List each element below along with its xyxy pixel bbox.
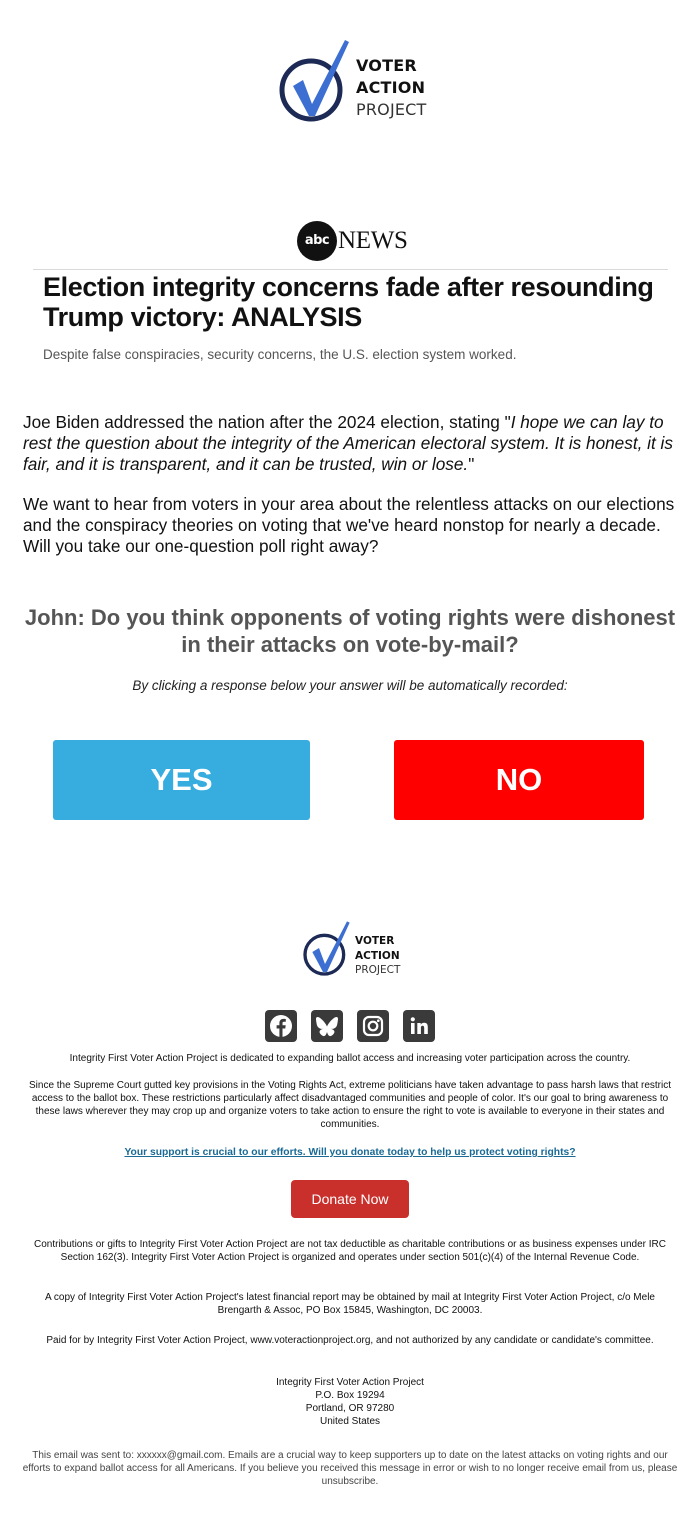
footer-mission: Integrity First Voter Action Project is dedicated to expanding ballot access and increasing voter participation across the country. xyxy=(69,1053,631,1064)
footer-logo-word-3: PROJECT xyxy=(355,964,401,976)
donate-link[interactable]: Your support is crucial to our efforts. Will you donate today to help us protect voting rights? xyxy=(124,1147,576,1158)
article-divider xyxy=(33,269,668,270)
logo-word-1: VOTER xyxy=(356,56,417,75)
article-subhead: Despite false conspiracies, security concerns, the U.S. election system worked. xyxy=(43,347,517,362)
linkedin-icon[interactable] xyxy=(403,1010,435,1042)
biden-quote-paragraph: Joe Biden addressed the nation after the 2024 election, stating "I hope we can lay to rest the question about the integrity of the American electoral system. It is honest, it is fair, and it is transparent, and it can be trusted, win or lose." xyxy=(23,412,673,474)
yes-button[interactable]: YES xyxy=(53,740,310,820)
facebook-icon[interactable] xyxy=(265,1010,297,1042)
no-button[interactable]: NO xyxy=(394,740,644,820)
footer-paid-for: Paid for by Integrity First Voter Action Project, www.voteractionproject.org, and not authorized by any candidate or candidate's committee. xyxy=(46,1335,654,1346)
address-line-4: United States xyxy=(319,1416,381,1427)
social-links xyxy=(265,1010,437,1042)
footer-logo xyxy=(303,920,403,980)
poll-instruction: By clicking a response below your answer will be automatically recorded: xyxy=(132,678,568,693)
address-line-1: Integrity First Voter Action Project xyxy=(276,1377,424,1388)
logo-word-3: PROJECT xyxy=(356,100,427,119)
abc-news-wordmark: NEWS xyxy=(338,227,408,254)
article-headline: Election integrity concerns fade after resounding Trump victory: ANALYSIS xyxy=(43,272,654,332)
footer-sent-to: This email was sent to: xxxxxx@gmail.com. Emails are a crucial way to keep supporters up to date on the latest attacks on voting rights and our efforts to expand ballot access for all Americans. If you believe you received this message in error or wish to no longer receive email from us, please unsubscribe. xyxy=(22,1450,678,1487)
footer-financial-report: A copy of Integrity First Voter Action Project's latest financial report may be obtained by mail at Integrity First Voter Action Project, c/o Mele Brengarth & Assoc, PO Box 15845, Washington, DC 20003. xyxy=(45,1292,655,1316)
footer-logo-word-1: VOTER xyxy=(355,935,395,947)
checkmark-ring-icon xyxy=(303,920,351,980)
footer-tax-disclaimer: Contributions or gifts to Integrity First Voter Action Project are not tax deductible as charitable contributions or as business expenses under IRC Section 162(3). Integrity First Voter Action Project is organized and operates under section 501(c)(4) of the Internal Revenue Code. xyxy=(34,1239,666,1263)
bluesky-icon[interactable] xyxy=(311,1010,343,1042)
footer-context: Since the Supreme Court gutted key provisions in the Voting Rights Act, extreme politicians have taken advantage to pass harsh laws that restrict access to the ballot box. These restrictions particularly affect disadvantaged communities and people of color. It's our goal to bring awareness to these laws wherever they may crop up and organize voters to take action to ensure the right to vote is available to everyone in their states and communities. xyxy=(28,1080,671,1130)
footer-address xyxy=(0,1376,700,1428)
instagram-icon[interactable] xyxy=(357,1010,389,1042)
biden-quote: I hope we can lay to rest the question about the integrity of the American electoral system. It is honest, it is fair, and it is transparent, and it can be trusted, win or lose. xyxy=(23,412,673,474)
checkmark-ring-icon xyxy=(279,38,351,128)
footer-logo-word-2: ACTION xyxy=(355,949,400,962)
address-line-2: P.O. Box 19294 xyxy=(315,1390,385,1401)
poll-intro-paragraph: We want to hear from voters in your area about the relentless attacks on our elections and the conspiracy theories on voting that we've heard nonstop for nearly a decade. Will you take our one-question poll right away? xyxy=(23,494,675,556)
poll-question: John: Do you think opponents of voting rights were dishonest in their attacks on vote-by-mail? xyxy=(24,605,676,657)
abc-mark: abc xyxy=(297,221,337,261)
donate-now-button[interactable]: Donate Now xyxy=(291,1180,409,1218)
logo-word-2: ACTION xyxy=(356,78,426,97)
address-line-3: Portland, OR 97280 xyxy=(305,1403,395,1414)
voter-action-project-logo xyxy=(279,38,429,128)
